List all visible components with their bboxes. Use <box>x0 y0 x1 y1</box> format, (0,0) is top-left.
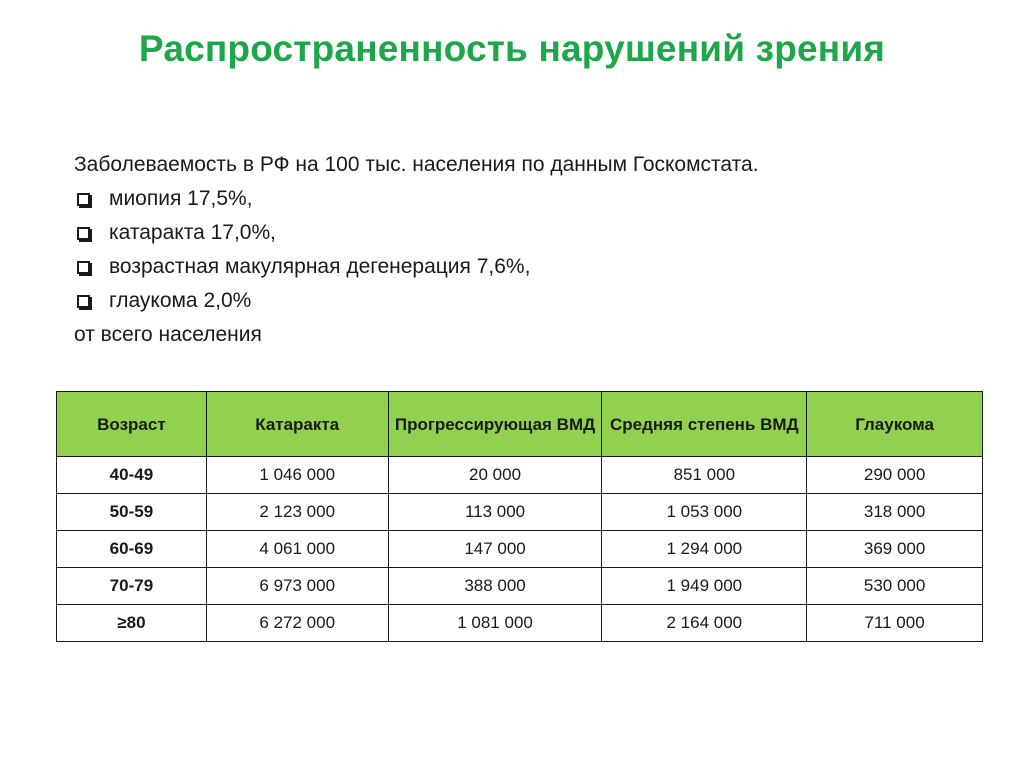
header-cell: Глаукома <box>807 392 983 457</box>
incidence-table <box>56 391 983 642</box>
table-cell: 290 000 <box>807 457 983 494</box>
table-cell: 1 949 000 <box>602 568 807 605</box>
table-row <box>57 494 983 531</box>
table-cell: 4 061 000 <box>206 531 388 568</box>
list-item <box>74 182 974 216</box>
checkbox-bullet-icon <box>77 227 90 240</box>
table-cell: 1 046 000 <box>206 457 388 494</box>
table-cell: 20 000 <box>388 457 602 494</box>
checkbox-bullet-icon <box>77 295 90 308</box>
table-cell: 318 000 <box>807 494 983 531</box>
table-cell: 6 973 000 <box>206 568 388 605</box>
table-row <box>57 457 983 494</box>
table-cell: 1 294 000 <box>602 531 807 568</box>
table-cell: 2 123 000 <box>206 494 388 531</box>
intro-text: Заболеваемость в РФ на 100 тыс. населения по данным Госкомстата. <box>74 153 759 176</box>
header-cell: Прогрессирующая ВМД <box>388 392 602 457</box>
table-cell: 113 000 <box>388 494 602 531</box>
header-cell: Средняя степень ВМД <box>602 392 807 457</box>
content-block <box>74 148 974 352</box>
table-cell: 147 000 <box>388 531 602 568</box>
bullet-text: миопия 17,5%, <box>109 187 253 210</box>
age-cell: 60-69 <box>57 531 207 568</box>
bullet-text: катаракта 17,0%, <box>109 221 276 244</box>
table-row <box>57 531 983 568</box>
table-cell: 1 081 000 <box>388 605 602 642</box>
bullet-list <box>74 182 974 318</box>
list-item <box>74 284 974 318</box>
table-cell: 530 000 <box>807 568 983 605</box>
table-cell: 369 000 <box>807 531 983 568</box>
table-row <box>57 568 983 605</box>
age-cell: 40-49 <box>57 457 207 494</box>
table-cell: 388 000 <box>388 568 602 605</box>
table-cell: 711 000 <box>807 605 983 642</box>
age-cell: ≥80 <box>57 605 207 642</box>
outro-text: от всего населения <box>74 323 262 346</box>
table-cell: 851 000 <box>602 457 807 494</box>
list-item <box>74 216 974 250</box>
table-header-row <box>57 392 983 457</box>
age-cell: 70-79 <box>57 568 207 605</box>
header-cell: Катаракта <box>206 392 388 457</box>
bullet-text: глаукома 2,0% <box>109 289 252 312</box>
age-cell: 50-59 <box>57 494 207 531</box>
header-cell: Возраст <box>57 392 207 457</box>
list-item <box>74 250 974 284</box>
checkbox-bullet-icon <box>77 193 90 206</box>
table-cell: 2 164 000 <box>602 605 807 642</box>
page-title: Распространенность нарушений зрения <box>138 28 886 69</box>
table-row <box>57 605 983 642</box>
bullet-text: возрастная макулярная дегенерация 7,6%, <box>109 255 531 278</box>
checkbox-bullet-icon <box>77 261 90 274</box>
table-cell: 6 272 000 <box>206 605 388 642</box>
table-cell: 1 053 000 <box>602 494 807 531</box>
